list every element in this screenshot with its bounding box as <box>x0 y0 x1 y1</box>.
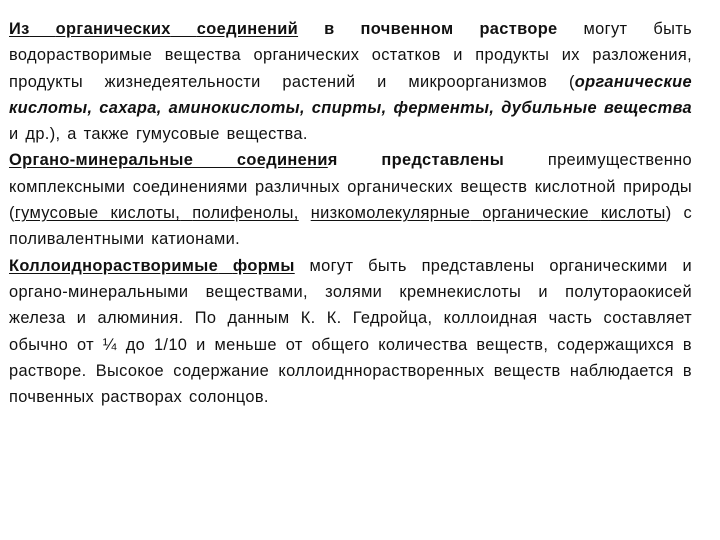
text-iz: Из <box>9 20 30 38</box>
text-space <box>470 204 482 222</box>
text-formy: формы <box>232 256 295 275</box>
text-soedineniy: соединений <box>196 20 299 38</box>
text-space <box>99 204 111 222</box>
text-dubilnye-veshchestva: дубильные вещества <box>501 98 692 117</box>
text-organicheskie: органические <box>482 204 589 223</box>
text-space <box>299 204 311 222</box>
text-organicheskih: органических <box>55 20 171 38</box>
text-body: могут быть представлены органическими и органо-минеральными веществами, золями кремнекислоты и полуторaокисей железа и алюминия. По данным К. К. Гедройца, коллоидная часть составляет обычно от ¼ до 1/10 и меньше от общего количества веществ, содержащихся в растворе. Высокое содержание коллоидннорастворенных веществ наблюдается в почвенных растворах солонцов. <box>9 256 692 407</box>
text-kolloidnorastvorimye: Коллоиднорастворимые <box>9 256 219 275</box>
text-space <box>171 20 197 38</box>
text-body: преимущественно комплексными соединениями различных органических веществ кислотной природы ( <box>9 151 692 223</box>
text-space <box>180 204 192 222</box>
text-body: ) с поливалентными катионами. <box>9 204 693 249</box>
text-kisloty: кислоты, <box>110 204 181 223</box>
text-body: могут быть водорастворимые вещества органических остатков и продукты их разложения, продукты жизнедеятельности растений и микроорганизмов ( <box>9 20 693 91</box>
text-space <box>30 20 56 38</box>
text-predstavleny: я представлены <box>327 151 505 170</box>
text-space <box>218 257 233 275</box>
text-gumusovye: гумусовые <box>14 204 99 223</box>
paragraph-organo-mineral <box>9 147 692 252</box>
text-organo-mineralnye: Органо-минеральные соединени <box>9 151 328 170</box>
text-space <box>589 204 601 222</box>
text-nizkomolekulyarnye: низкомолекулярные <box>310 204 471 223</box>
text-polifenoly: полифенолы, <box>192 204 299 223</box>
text-space <box>298 20 324 38</box>
text-examples-italic: органические кислоты, сахара, аминокислоты, спирты, ферменты, <box>9 72 692 117</box>
text-kisloty-2: кислоты <box>600 204 666 223</box>
text-body: и др.), а также гумусовые вещества. <box>9 125 308 144</box>
text-v-pochvennom-rastvore: в почвенном растворе <box>324 20 558 38</box>
paragraph-colloid-forms <box>9 253 692 411</box>
paragraph-organic-compounds <box>9 16 692 147</box>
